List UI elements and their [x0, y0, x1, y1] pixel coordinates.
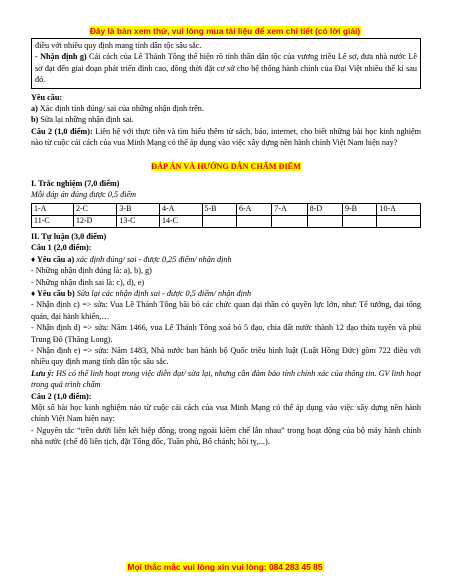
q2-title: Câu 2 (1,0 điểm): [31, 391, 92, 401]
answer-cell [307, 215, 342, 227]
answer-cell: 7-A [272, 203, 307, 215]
answer-cell: 10-A [377, 203, 421, 215]
answer-table [31, 203, 421, 228]
requirement-b-label: b) [31, 115, 39, 125]
answer-title-text: ĐÁP ÁN VÀ HƯỚNG DẪN CHẤM ĐIỂM [151, 161, 301, 171]
statement-g-label: - Nhận định g) [35, 52, 87, 62]
req-b-label: ♦ Yêu cầu b) [31, 288, 75, 298]
document-body [31, 38, 421, 448]
req-b-text: Sửa lại các nhận định sai - được 0,5 điểm/ nhận định [74, 288, 252, 298]
grading-note-label: Lưu ý: [31, 368, 54, 378]
answer-cell: 9-B [343, 203, 377, 215]
section-1-note: Mỗi đáp án đúng được 0,5 điểm [31, 190, 137, 200]
fix-c: - Nhận định c) => sửa: Vua Lê Thánh Tông bãi bỏ các chức quan đại thần có quyền lực lớn, như: Tể tướng, đại tổng quản, đại hành khiển,… [31, 300, 421, 321]
answer-cell: 13-C [117, 215, 160, 227]
req-b [31, 288, 421, 299]
table-row [32, 203, 421, 215]
answer-cell: 8-D [307, 203, 342, 215]
answer-cell [272, 215, 307, 227]
grading-note-text: HS có thể linh hoạt trong việc diễn đạt/ sửa lại, nhưng cần đảm bảo tính chính xác của thông tin. GV linh hoạt trong quá trình chấm [31, 368, 421, 390]
answer-cell: 3-B [117, 203, 160, 215]
requirements-title: Yêu cầu: [31, 92, 63, 102]
section-1-title: I. Trắc nghiệm (7,0 điểm) [31, 179, 120, 189]
question-2-text: Liên hệ với thực tiễn và tìm hiểu thêm từ sách, báo, internet, cho biết những bài học kinh nghiệm nào từ cuộc cải cách của vua Minh Mạng có thể áp dụng vào việc xây dựng nền hành chính Việt Nam hiện nay? [31, 126, 421, 148]
section-2-title: II. Tự luận (3,0 điểm) [31, 231, 107, 241]
answer-title [31, 161, 421, 172]
requirement-a-text: Xác định tính đúng/ sai của những nhận định trên. [37, 104, 204, 114]
fix-e: - Nhận định e) => sửa: Năm 1483, Nhà nước ban hành bộ Quốc triều hình luật (Luật Hồng Đức) gồm 722 điều với nhiều quy định mang tính dân tộc sâu sắc. [31, 345, 421, 367]
answer-cell [343, 215, 377, 227]
contact-banner [0, 562, 450, 572]
table-row [32, 215, 421, 227]
false-statements: - Những nhận định sai là: c), d), e) [31, 277, 145, 287]
answer-cell [202, 215, 236, 227]
statement-g-text: Cải cách của Lê Thánh Tông thể hiện rõ tính thần dân tộc của vương triều Lê sơ, đưa nhà nước Lê sơ đạt đến giai đoạn phát triển đỉnh cao, đồng thời đặt cơ sở cho hệ thống hành chính của Đại Việt nhiều thế kỉ sau đó. [35, 52, 417, 85]
statement-g [35, 51, 417, 85]
answer-cell: 12-D [73, 215, 116, 227]
q2-point-1: - Nguyên tắc “trên dưới liên kết hiệp đồng, trong ngoài kiềm chế lẫn nhau” trong hoạt động của bộ máy hành chính nhà nước (chế độ liên tịch, đặt Tổng đốc, Tuần phủ, Bố chánh; hồi tỵ,...). [31, 425, 421, 447]
answer-cell: 2-C [73, 203, 116, 215]
question-2 [31, 126, 421, 149]
q2-intro: Một số bài học kinh nghiệm nào từ cuộc cải cách của vua Minh Mạng có thể áp dụng vào việc xây dựng nền hành chính Việt Nam hiện nay: [31, 402, 421, 424]
req-a-label: ♦ Yêu cầu a) [31, 254, 75, 264]
true-statements: - Những nhận định đúng là: a), b), g) [31, 266, 152, 276]
grading-note [31, 368, 421, 391]
statement-box [31, 38, 421, 89]
q1-title: Câu 1 (2,0 điểm): [31, 243, 92, 253]
preview-banner-text: Đây là bản xem thử, vui lòng mua tài liệu để xem chi tiết (có lời giải) [89, 26, 361, 36]
fix-d: - Nhận định d) => sửa: Năm 1466, vua Lê Thánh Tông xoá bỏ 5 đạo, chia đất nước thành 12 đạo thừa tuyên và phủ Trung Đô (Thăng Long). [31, 323, 421, 344]
question-2-label: Câu 2 (1,0 điểm): [31, 126, 93, 136]
requirement-a [31, 103, 421, 114]
answer-cell: 14-C [159, 215, 202, 227]
req-a [31, 254, 421, 265]
contact-banner-text: Mọi thắc mắc vui lòng xin vui lòng: 084 283 45 85 [127, 562, 323, 572]
requirement-b [31, 114, 421, 125]
requirement-b-text: Sửa lại những nhận định sai. [38, 115, 134, 125]
answer-cell: 4-A [159, 203, 202, 215]
answer-cell: 11-C [32, 215, 74, 227]
req-a-text: xác định đúng/ sai - được 0,25 điểm/ nhận định [74, 254, 232, 264]
box-line: điều với nhiều quy định mang tính dân tộc sâu sắc. [35, 41, 202, 50]
answer-cell: 6-A [236, 203, 271, 215]
answer-cell: 5-B [202, 203, 236, 215]
preview-banner [0, 26, 450, 36]
requirement-a-label: a) [31, 104, 38, 114]
answer-cell [236, 215, 271, 227]
answer-cell [377, 215, 421, 227]
answer-cell: 1-A [32, 203, 74, 215]
